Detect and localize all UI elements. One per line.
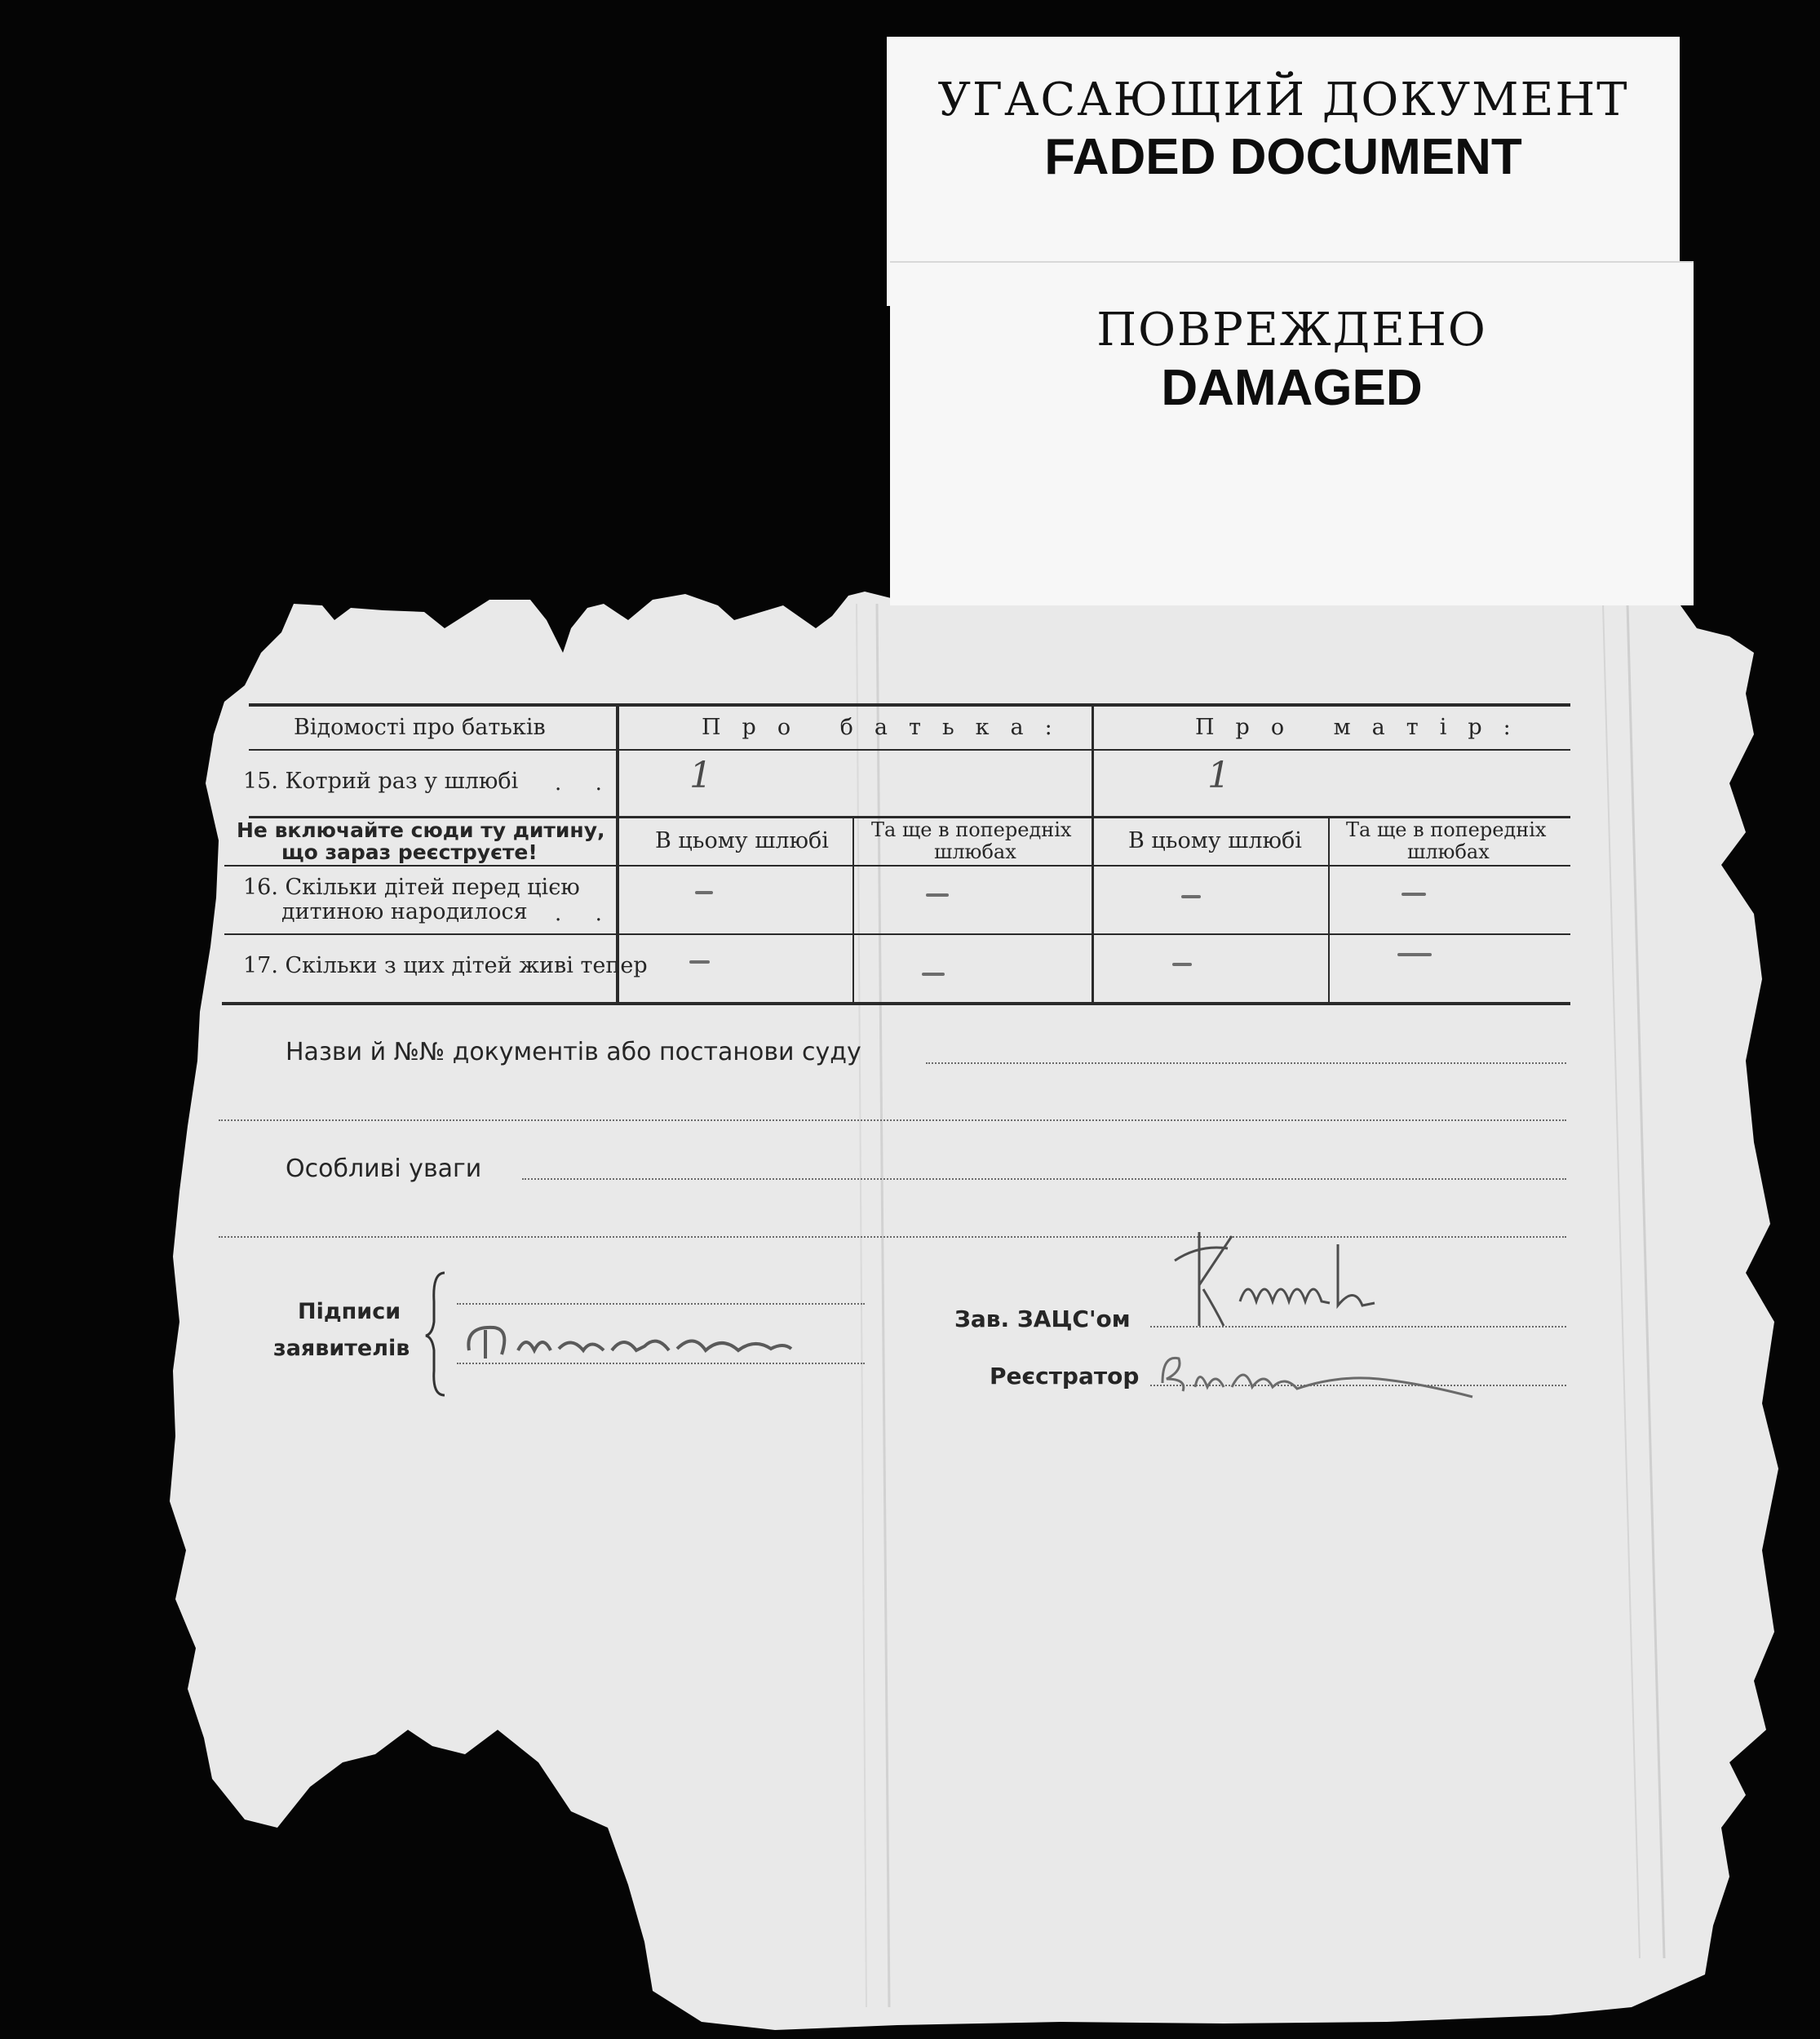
sub-mother-prev-line1: Та ще в попередніх (1346, 818, 1547, 841)
handwritten-signature-icon (1150, 1338, 1493, 1412)
table-rule (249, 749, 1570, 751)
table-column-divider (1092, 707, 1094, 1004)
table-bottom-rule (222, 1002, 1570, 1005)
documents-line-2 (219, 1119, 1566, 1121)
table-rule (224, 865, 1570, 867)
note-exclude-line1: Не включайте сюди ту дитину, (237, 818, 605, 842)
header-mother: Про матір: (1195, 715, 1532, 740)
head-registry-label: Зав. ЗАЦС'ом (954, 1305, 1131, 1332)
row16-label-line1: 16. Скільки дітей перед цією (243, 875, 580, 900)
row15-label: 15. Котрий раз у шлюбі (243, 769, 519, 794)
row16-dash (926, 893, 949, 897)
signatures-label-line2: заявителів (273, 1336, 410, 1361)
damaged-label-english: DAMAGED (1161, 360, 1423, 416)
row17-dash (1397, 953, 1432, 956)
faded-label-russian: УГАСАЮЩИЙ ДОКУМЕНТ (937, 73, 1629, 126)
row16-dash (1181, 895, 1201, 898)
applicant-signature-line (457, 1303, 865, 1305)
documents-line (926, 1062, 1566, 1064)
documents-label: Назви й №№ документів або постанови суду (286, 1038, 861, 1066)
row16-dash (695, 891, 713, 894)
signatures-brace (424, 1269, 457, 1399)
row17-label: 17. Скільки з цих дітей живі тепер (243, 953, 648, 978)
special-notes-line (522, 1178, 1566, 1180)
row15-leader-dots: . . (555, 771, 602, 796)
row17-dash (922, 973, 945, 976)
row16-leader-dots: . . (555, 902, 602, 926)
header-parents-info: Відомості про батьків (294, 715, 546, 740)
note-exclude-line2: що зараз реєструєте! (281, 840, 538, 864)
row17-dash (1172, 963, 1192, 966)
row17-dash (689, 960, 710, 964)
table-column-divider (1328, 816, 1330, 1004)
sub-mother-this-marriage: В цьому шлюбі (1128, 828, 1302, 853)
table-top-rule (249, 703, 1570, 707)
sub-father-this-marriage: В цьому шлюбі (655, 828, 829, 853)
handwritten-signature-icon (1167, 1212, 1411, 1342)
handwritten-signature-icon (461, 1318, 804, 1367)
faded-label-english: FADED DOCUMENT (1044, 129, 1522, 185)
row15-mother-value: 1 (1207, 755, 1230, 796)
table-column-divider (852, 816, 854, 1004)
sub-mother-prev-line2: шлюбах (1407, 840, 1490, 863)
special-notes-label: Особливі уваги (286, 1155, 482, 1183)
row15-father-value: 1 (689, 755, 712, 796)
registrar-label: Реєстратор (990, 1363, 1140, 1390)
row16-label-line2: дитиною народилося (281, 899, 528, 924)
row16-dash (1402, 893, 1426, 896)
header-father: Про батька: (702, 715, 1074, 740)
sub-father-prev-line2: шлюбах (934, 840, 1016, 863)
signatures-label-line1: Підписи (298, 1299, 401, 1324)
table-rule (224, 933, 1570, 935)
damaged-label-russian: ПОВРЕЖДЕНО (1096, 304, 1487, 357)
sub-father-prev-line1: Та ще в попередніх (871, 818, 1072, 841)
